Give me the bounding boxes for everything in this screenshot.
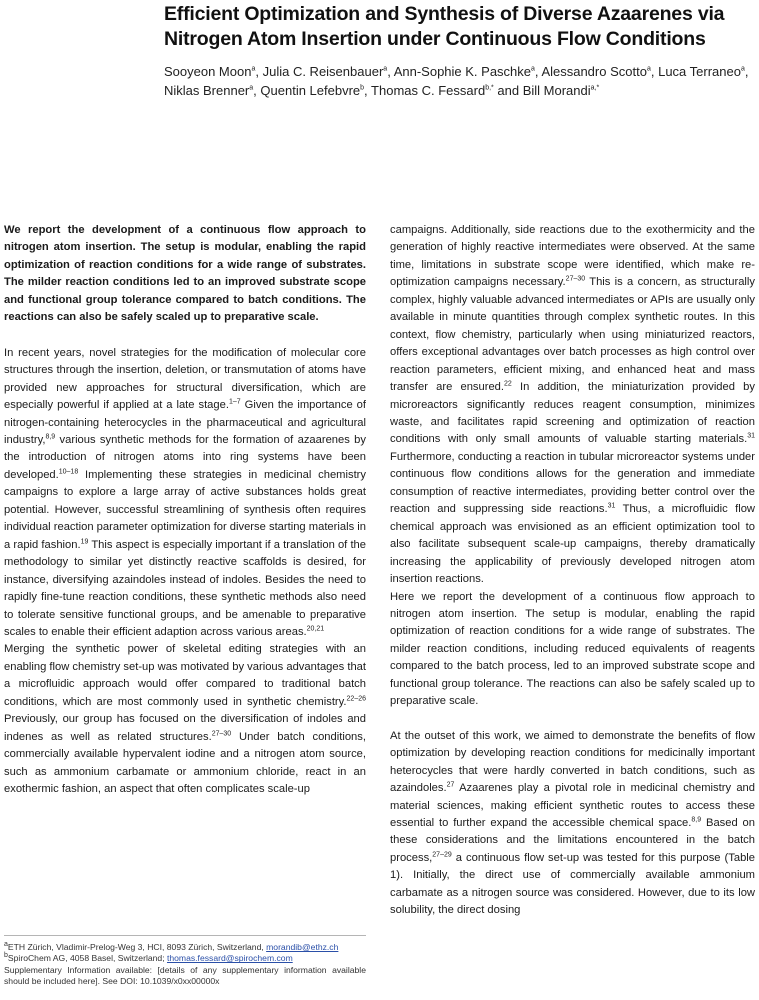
left-column [4,222,366,799]
footnotes [4,935,366,988]
body-paragraph: In recent years, novel strategies for the modification of molecular core structures through the insertion, deletion, or transmutation of atoms have provided new approaches for structural diversification, which are especially powerful if applied at a late stage.$^{1-7}$ Given the importance of nitrogen-containing heterocycles in the pharmaceutical and agricultural industry,$^{8,9}$ various synthetic methods for the formation of azaarenes by the introduction of nitrogen atoms into ring systems have been developed.$^{10-18}$ Implementing these strategies in medicinal chemistry campaigns to explore a large array of active substances holds great potential. However, successful streamlining of synthesis often requires individual reaction parameter optimization for diverse starting materials in a rapid fashion.$^{19}$ This aspect is especially important if a translation of the methodology to similar yet distinctly reactive scaffolds is desired, for instance, diversifying azaindoles instead of indoles. Besides the need to rapidly fine-tune reaction conditions, these synthetic methods also need to tolerate sensitive functional groups, and be amenable to preparative scales to enable their efficient adaption across various areas.$^{20,21}$ [4,346,366,638]
author-name: and Bill Morandi [497,83,591,98]
author-name: Sooyeon Moon [164,64,252,79]
citation-superscript: 22–26 [346,695,366,703]
author-name: Quentin Lefebvre [260,83,361,98]
affiliation-a [4,942,366,953]
citation-superscript: 27 [446,781,455,789]
citation-superscript: 1–7 [228,398,241,406]
citation-superscript: 8,9 [45,433,56,441]
right-body [390,222,755,920]
citation-superscript: 19 [80,537,89,545]
author-name: Luca Terraneo [658,64,741,79]
citation-superscript: 22 [504,380,512,388]
author-affiliation-mark: a [251,65,256,73]
aff-b-text: SpiroChem AG, 4058 Basel, Switzerland; [7,953,165,964]
author-name: Thomas C. Fessard [371,83,486,98]
email-link-morandi[interactable]: morandib@ethz.ch [266,942,339,952]
citation-superscript: 27–29 [432,851,452,859]
body-paragraph: Here we report the development of a continuous flow approach to nitrogen atom insertion. The setup is modular, enabling the rapid optimization of reaction conditions for a wide range of substrates. The milder reaction conditions, including reduced equivalents of reagents compared to the batch process, led to an improved substrate scope and functional group tolerance. The reactions can also be safely scaled up to preparative scale. [390,590,755,708]
citation-superscript: 8,9 [691,816,702,824]
author-affiliation-mark: b,* [485,84,494,92]
citation-superscript: 27–30 [565,275,586,283]
citation-superscript: 31 [747,432,755,440]
author-affiliation-mark: a [740,65,745,73]
citation-superscript: 31 [607,502,616,510]
body-paragraph: campaigns. Additionally, side reactions due to the exothermicity and the generation of highly reactive intermediates were observed. At the same time, limitations in substrate scope were identified, which make re-optimization campaigns necessary.$^{27-30}$ This is a concern, as structurally complex, highly valuable advanced intermediates or APIs are usually only available in minute quantities through complex synthetic routes. In this context, flow chemistry, particularly when using miniaturized reactors, offers exceptional advantages over batch processes as high control over reaction parameters, efficient mixing, and enhanced heat and mass transfer are ensured.$^{22}$ In addition, the miniaturization provided by microreactors significantly reduces reagent consumption, minimizes waste, and facilitates rapid screening and optimization of reaction conditions with only small amounts of valuable starting materials.$^{31}$ Furthermore, conducting a reaction in tubular microreactor systems under continuous flow conditions allows for the generation and immediate consumption of reactive intermediates, providing better control over the reaction and suppressing side reactions.$^{31}$ Thus, a microfluidic flow chemical approach was envisioned as an efficient optimization tool to also facilitate subsequent scale-up campaigns, thereby dramatically increasing the applicability of previously developed nitrogen atom insertion reactions. [390,224,756,586]
left-body [4,345,366,799]
author-name: Ann-Sophie K. Paschke [393,64,532,79]
aff-a-text: ETH Zürich, Vladimir-Prelog-Weg 3, HCI, 8093 Zürich, Switzerland, [7,942,264,952]
author-affiliation-mark: a [249,84,254,92]
author-affiliation-mark: a [646,65,651,73]
supplementary-info: Supplementary Information available: [details of any supplementary information available should be included here]. See DOI: 10.1039/x0xx00000x [4,964,366,987]
abstract: We report the development of a continuous flow approach to nitrogen atom insertion. The setup is modular, enabling the rapid optimization of reaction conditions for a wide range of substrates. The milder reaction conditions led to an improved substrate scope and functional group tolerance compared to batch conditions. The reactions can also be safely scaled up to preparative scale. [4,224,366,324]
body-paragraph: At the outset of this work, we aimed to demonstrate the benefits of flow optimization by developing reaction conditions for medicinally important heterocycles that were hardly converted in batch conditions, such as azaindoles.$^{27}$ Azaarenes play a pivotal role in medicinal chemistry and material sciences, making efficient synthetic routes to access these essential to further expand the accessible chemical space.$^{8,9}$ Based on these considerations and the limitations encountered in the batch process,$^{27-29}$ a continuous flow set-up was tested for this purpose (Table 1). Initially, the direct use of commercially available ammonium carbamate as a nitrogen source was considered. However, due to its low solubility, the direct dosing [390,729,755,917]
author-list: Sooyeon Moon$^a$, Julia C. Reisenbauer$^a$, Ann-Sophie K. Paschke$^a$, Alessandro Scotto$^a$, Luca Terraneo$^a$, Niklas Brenner$^a$, Quentin Lefebvre$^b$, Thomas C. Fessard$^{b,*}$ and Bill Morandi$^{a,*}$ [164,64,749,98]
aff-b-mark: b [4,952,8,960]
citation-superscript: 20,21 [306,625,325,633]
author-affiliation-mark: a,* [590,84,600,92]
email-link-fessard[interactable]: thomas.fessard@spirochem.com [166,953,293,964]
right-column [390,222,755,920]
citation-superscript: 27–30 [211,729,232,737]
affiliation-b [4,953,366,964]
author-affiliation-mark: a [531,65,535,73]
citation-superscript: 10–18 [58,468,79,476]
author-name: Julia C. Reisenbauer [262,64,384,79]
author-affiliation-mark: a [383,65,388,73]
aff-a-mark: a [4,941,8,949]
author-name: Niklas Brenner [164,83,250,98]
body-paragraph: Merging the synthetic power of skeletal editing strategies with an enabling flow chemistry set-up was motivated by various advantages that a microfluidic approach would offer compared to traditional batch conditions, which are most commonly used in synthetic chemistry.$^{22-26}$ Previously, our group has focused on the diversification of indoles and indenes as well as related structures.$^{27-30}$ Under batch conditions, commercially available hypervalent iodine and a nitrogen atom source, such as ammonium carbamate or ammonium chloride, react in an exothermic fashion, an aspect that often complicates scale-up [4,643,366,796]
author-name: Alessandro Scotto [541,64,647,79]
author-affiliation-mark: b [360,84,365,92]
paper-title: Efficient Optimization and Synthesis of Diverse Azaarenes via Nitrogen Atom Insertion under Continuous Flow Conditions [164,3,725,50]
